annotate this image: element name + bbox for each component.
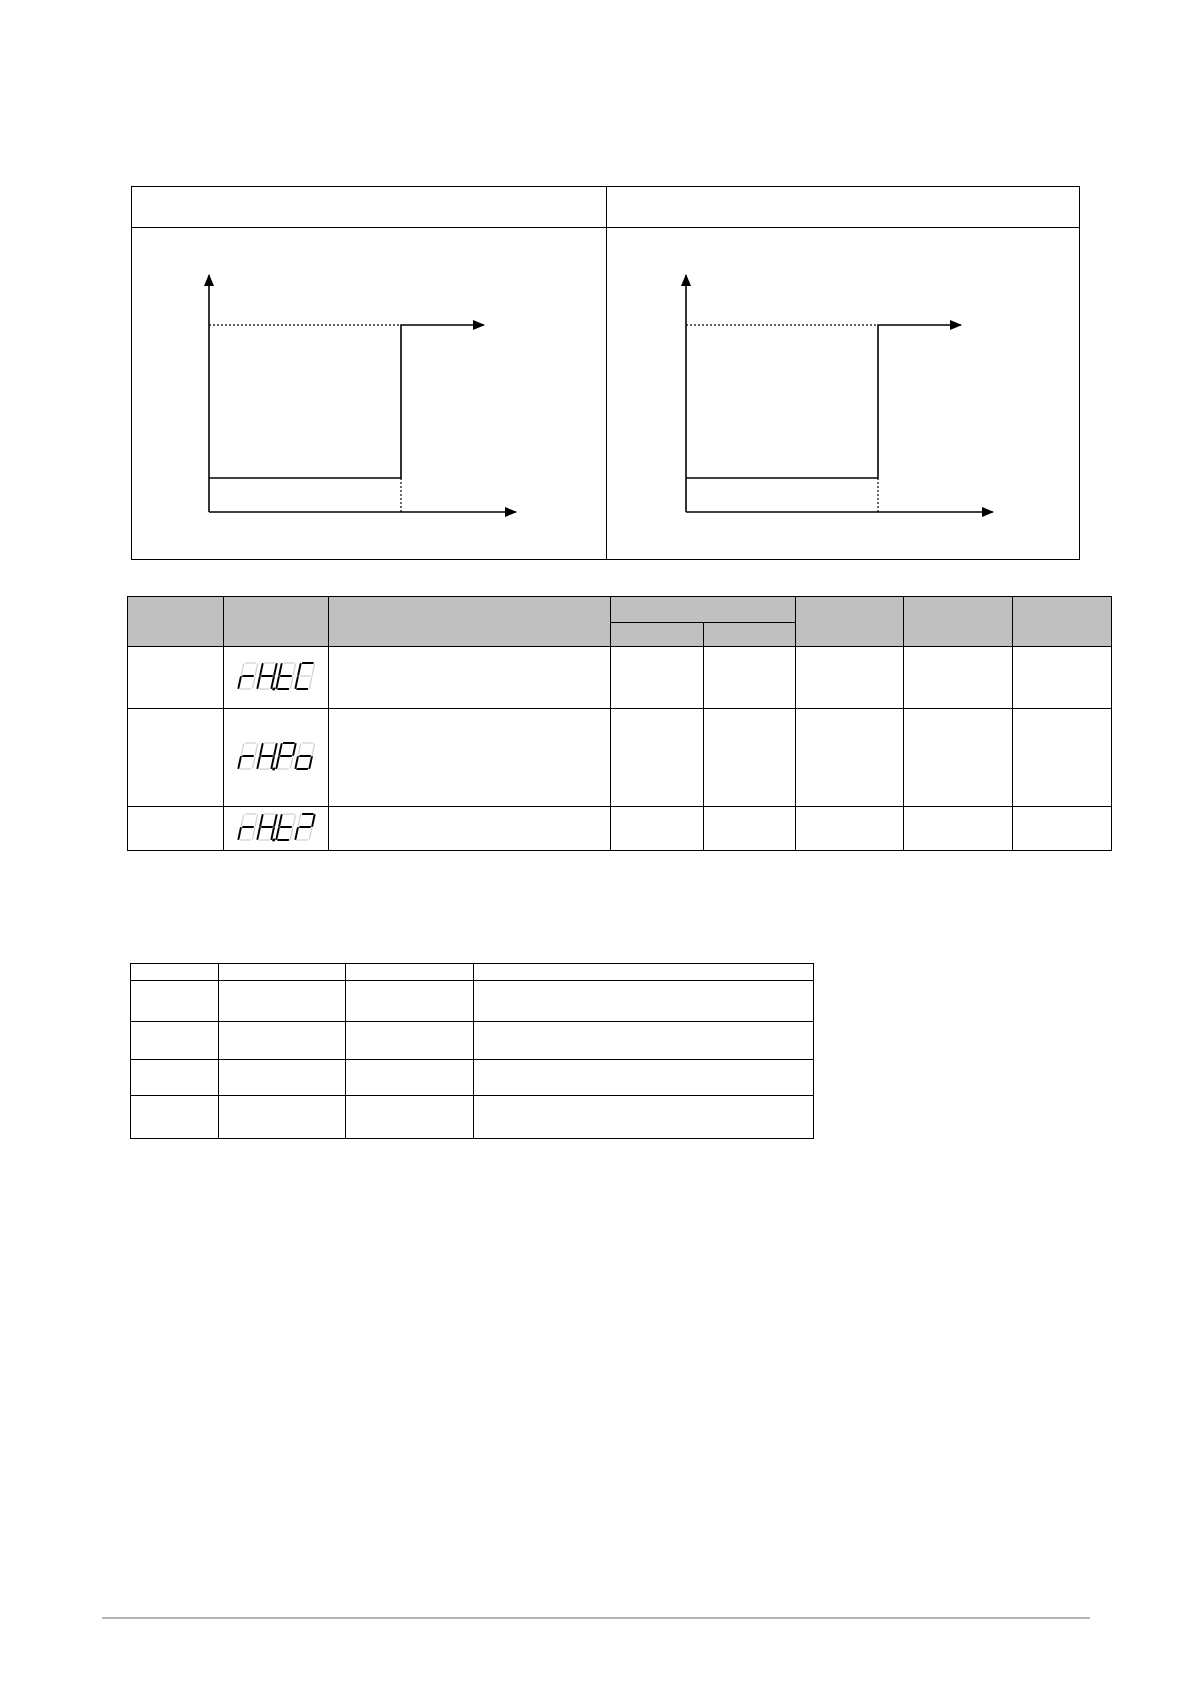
header-sub-cell <box>611 623 704 647</box>
header-cell <box>131 964 219 981</box>
param-name <box>128 807 224 851</box>
table-row <box>128 709 1112 807</box>
table-cell <box>346 1096 474 1139</box>
table-cell <box>474 1060 814 1096</box>
table-cell <box>219 1060 346 1096</box>
header-cell <box>796 597 904 647</box>
param-description <box>329 647 611 709</box>
table-header-row <box>131 964 814 981</box>
parameter-table <box>127 596 1112 851</box>
param-min <box>611 807 704 851</box>
table-cell <box>346 1022 474 1060</box>
param-max <box>704 807 796 851</box>
table-cell <box>474 1022 814 1060</box>
diagram-panel <box>131 186 1080 560</box>
step-signal <box>209 325 484 478</box>
header-cell <box>329 597 611 647</box>
param-min <box>611 709 704 807</box>
diagram-left-header <box>132 187 606 227</box>
param-max <box>704 647 796 709</box>
table-cell <box>219 981 346 1022</box>
seven-segment-display-icon <box>236 741 316 774</box>
table-row <box>128 647 1112 709</box>
table-row <box>131 1096 814 1139</box>
param-display-cell <box>224 709 329 807</box>
header-cell <box>128 597 224 647</box>
table-row <box>131 1022 814 1060</box>
table-cell <box>474 981 814 1022</box>
table-cell <box>131 1022 219 1060</box>
param-display-cell <box>224 647 329 709</box>
param-default <box>796 647 904 709</box>
param-description <box>329 807 611 851</box>
seven-segment-display-icon <box>236 812 316 845</box>
table-cell <box>219 1022 346 1060</box>
param-min <box>611 647 704 709</box>
header-sub-cell <box>704 623 796 647</box>
table-row <box>131 981 814 1022</box>
header-cell <box>224 597 329 647</box>
footer-rule <box>102 1617 1090 1619</box>
table-row <box>131 1060 814 1096</box>
param-attr <box>1013 807 1112 851</box>
param-name <box>128 709 224 807</box>
table-cell <box>219 1096 346 1139</box>
seven-segment-display-icon <box>236 661 316 694</box>
param-default <box>796 709 904 807</box>
param-unit <box>904 709 1013 807</box>
param-description <box>329 709 611 807</box>
right-step-diagram <box>607 229 1079 559</box>
param-max <box>704 709 796 807</box>
small-table <box>130 963 814 1139</box>
diagram-right-header <box>607 187 1079 227</box>
header-group-cell <box>611 597 796 623</box>
table-cell <box>131 1060 219 1096</box>
param-display-cell <box>224 807 329 851</box>
table-cell <box>346 981 474 1022</box>
param-unit <box>904 807 1013 851</box>
table-cell <box>131 981 219 1022</box>
param-unit <box>904 647 1013 709</box>
param-attr <box>1013 709 1112 807</box>
param-default <box>796 807 904 851</box>
header-cell <box>219 964 346 981</box>
table-cell <box>131 1096 219 1139</box>
header-cell <box>1013 597 1112 647</box>
header-cell <box>474 964 814 981</box>
step-signal <box>686 325 961 478</box>
header-cell <box>346 964 474 981</box>
param-name <box>128 647 224 709</box>
table-row <box>128 807 1112 851</box>
param-attr <box>1013 647 1112 709</box>
left-step-diagram <box>132 229 604 559</box>
table-header-row <box>128 597 1112 623</box>
table-cell <box>474 1096 814 1139</box>
header-cell <box>904 597 1013 647</box>
table-cell <box>346 1060 474 1096</box>
